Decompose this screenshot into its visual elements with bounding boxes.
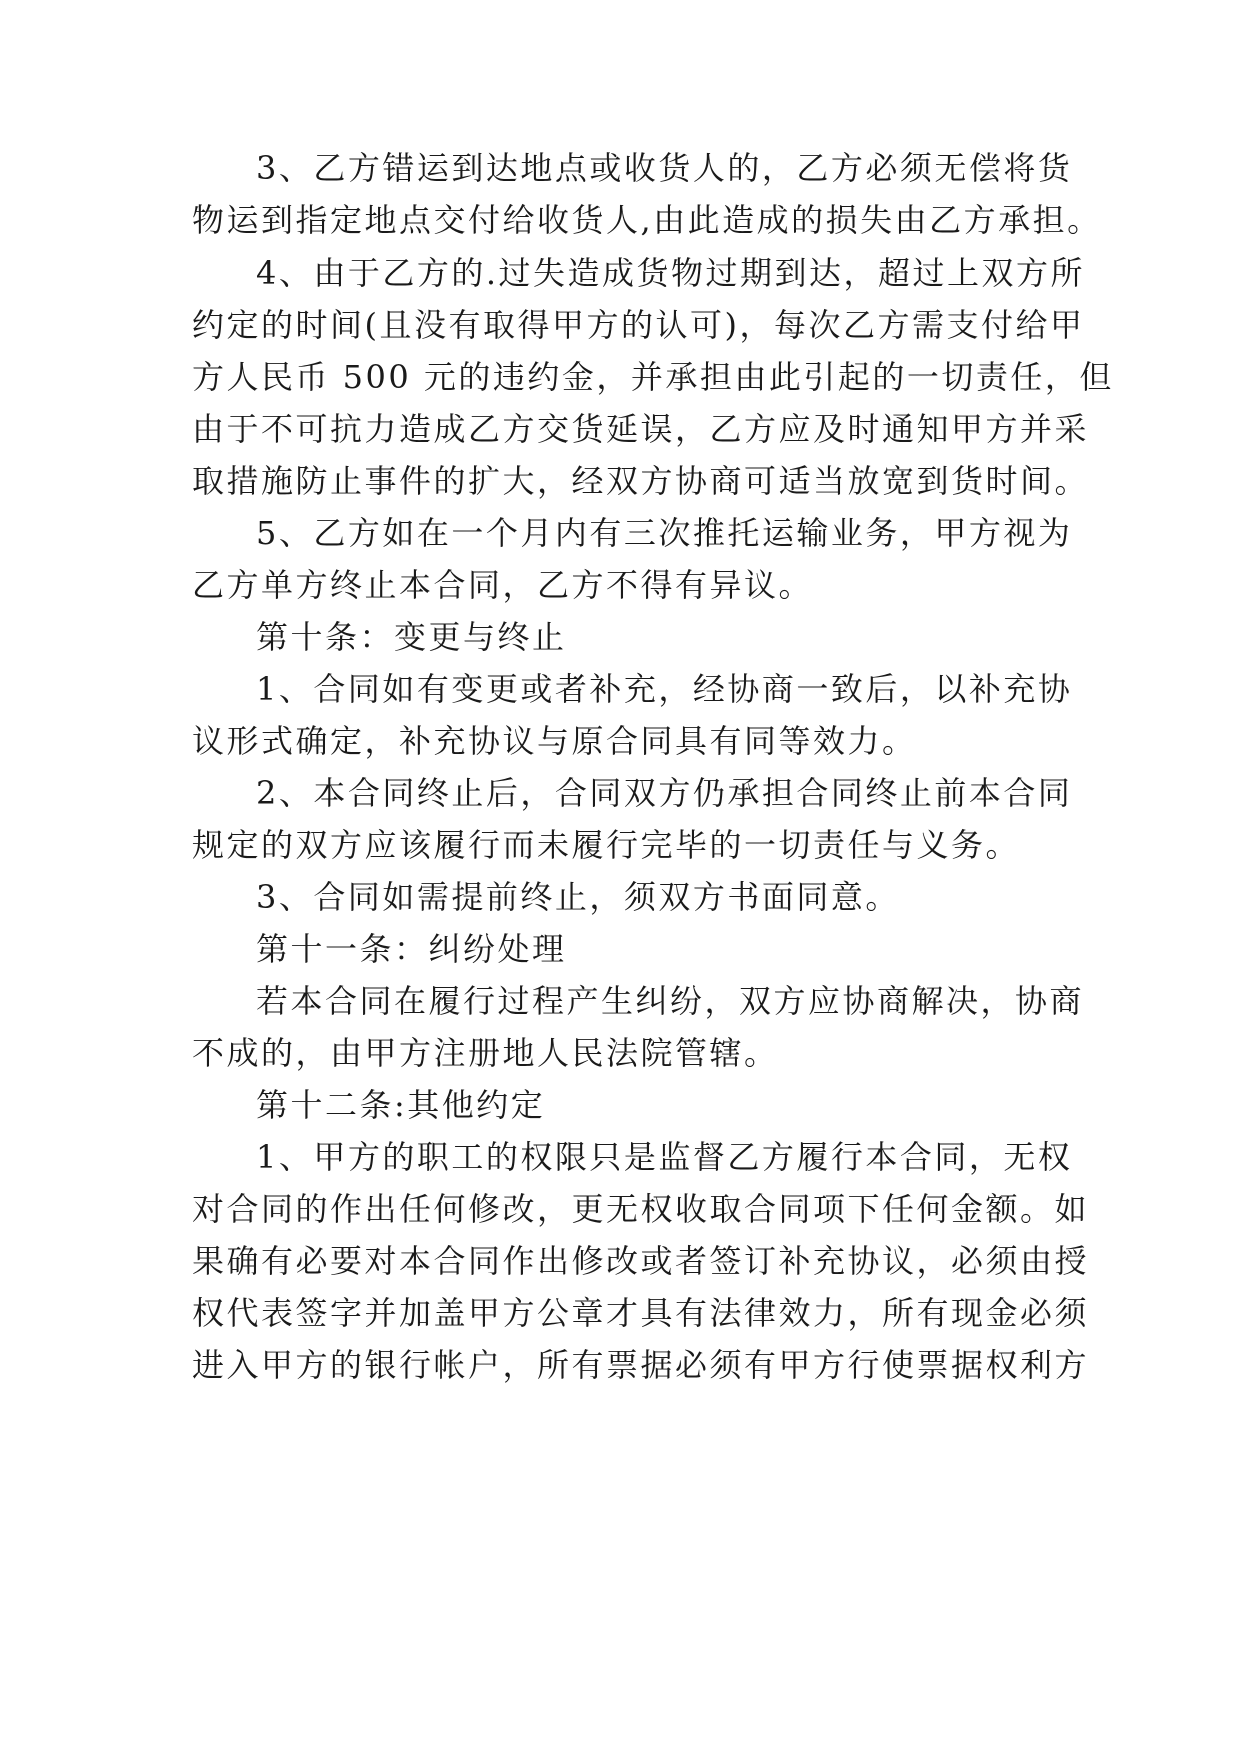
- paragraph-line: 对合同的作出任何修改，更无权收取合同项下任何金额。如: [192, 1190, 1090, 1228]
- paragraph-line: 物运到指定地点交付给收货人,由此造成的损失由乙方承担。: [192, 201, 1102, 239]
- paragraph-line: 由于不可抗力造成乙方交货延误，乙方应及时通知甲方并采: [192, 410, 1090, 448]
- paragraph-line: 2、本合同终止后，合同双方仍承担合同终止前本合同: [256, 774, 1073, 812]
- paragraph-line: 1、合同如有变更或者补充，经协商一致后，以补充协: [256, 670, 1073, 708]
- paragraph-line: 规定的双方应该履行而未履行完毕的一切责任与义务。: [192, 826, 1021, 864]
- paragraph-line: 取措施防止事件的扩大，经双方协商可适当放宽到货时间。: [192, 462, 1090, 500]
- paragraph-line: 进入甲方的银行帐户，所有票据必须有甲方行使票据权利方: [192, 1346, 1090, 1384]
- section-heading: 第十条：变更与终止: [256, 618, 567, 656]
- paragraph-line: 约定的时间(且没有取得甲方的认可)，每次乙方需支付给甲: [192, 306, 1085, 344]
- paragraph-line: 议形式确定，补充协议与原合同具有同等效力。: [192, 722, 917, 760]
- paragraph-line: 乙方单方终止本合同，乙方不得有异议。: [192, 566, 814, 604]
- paragraph-line: 不成的，由甲方注册地人民法院管辖。: [192, 1034, 779, 1072]
- paragraph-line: 1、甲方的职工的权限只是监督乙方履行本合同，无权: [256, 1138, 1073, 1176]
- paragraph-line: 权代表签字并加盖甲方公章才具有法律效力，所有现金必须: [192, 1294, 1090, 1332]
- section-heading: 第十二条:其他约定: [256, 1086, 546, 1124]
- paragraph-line: 3、合同如需提前终止，须双方书面同意。: [256, 878, 900, 916]
- paragraph-line: 4、由于乙方的.过失造成货物过期到达，超过上双方所: [256, 254, 1086, 292]
- paragraph-line: 若本合同在履行过程产生纠纷，双方应协商解决，协商: [256, 982, 1085, 1020]
- paragraph-line: 3、乙方错运到达地点或收货人的，乙方必须无偿将货: [256, 149, 1073, 187]
- paragraph-line: 方人民币 500 元的违约金，并承担由此引起的一切责任，但: [192, 358, 1114, 396]
- paragraph-line: 5、乙方如在一个月内有三次推托运输业务，甲方视为: [256, 514, 1073, 552]
- section-heading: 第十一条：纠纷处理: [256, 930, 567, 968]
- paragraph-line: 果确有必要对本合同作出修改或者签订补充协议，必须由授: [192, 1242, 1090, 1280]
